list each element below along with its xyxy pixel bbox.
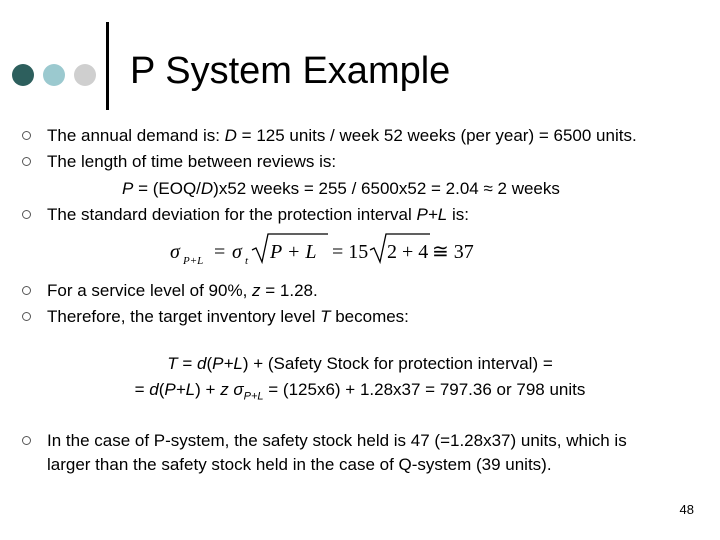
eq-sigma-sub: t xyxy=(245,255,249,267)
bullet-icon xyxy=(22,131,31,140)
page-number: 48 xyxy=(679,502,694,517)
target-formula-line-2: = d(P+L) + z $\sigma_{P+L} = (125x6) + 1.28x37 = 797.36$ or 798 units xyxy=(134,380,586,403)
safety-stock-text-line-2: larger than the safety stock held in the case of Q-system (39 units). xyxy=(47,455,552,474)
decorative-dot-dark xyxy=(12,64,34,86)
eq-radicand-2: 2 + 4 xyxy=(387,241,429,263)
bullet-icon xyxy=(22,436,31,445)
safety-stock-text-line-1: In the case of P-system, the safety stock held is 47 (=1.28x37) units, which is xyxy=(47,431,627,450)
std-dev-equation xyxy=(168,228,474,272)
eq-equals-1: = xyxy=(214,241,226,263)
title-divider xyxy=(106,22,109,110)
slide-title: P System Example xyxy=(130,50,451,92)
eq-lhs-sub: P+L xyxy=(183,255,204,267)
bullet-icon xyxy=(22,312,31,321)
eq-equals-15: = 15 xyxy=(332,241,369,263)
eq-radicand-1: P + L xyxy=(270,241,317,263)
eq-approx-37: ≅ 37 xyxy=(432,241,474,263)
decorative-dot-light-blue xyxy=(43,64,65,86)
target-inventory-text: Therefore, the target inventory level T becomes: xyxy=(47,307,409,326)
review-period-formula: P = (EOQ/D)x52 weeks = 255 / 6500x52 = 2.04 ≈ 2 weeks xyxy=(122,179,560,198)
review-time-text: The length of time between reviews is: xyxy=(47,152,337,171)
bullet-icon xyxy=(22,157,31,166)
target-formula-line-1: T = d(P+L) + (Safety Stock for protection interval) = xyxy=(167,354,553,373)
decorative-dot-gray xyxy=(74,64,96,86)
eq-lhs: σ xyxy=(170,241,180,263)
bullet-icon xyxy=(22,210,31,219)
std-dev-text: The standard deviation for the protection interval P+L is: xyxy=(47,205,469,224)
bullet-icon xyxy=(22,286,31,295)
eq-sigma: σ xyxy=(232,241,242,263)
annual-demand-text: The annual demand is: D = 125 units / week 52 weeks (per year) = 6500 units. xyxy=(47,126,637,145)
service-level-text: For a service level of 90%, z = 1.28. xyxy=(47,281,318,300)
